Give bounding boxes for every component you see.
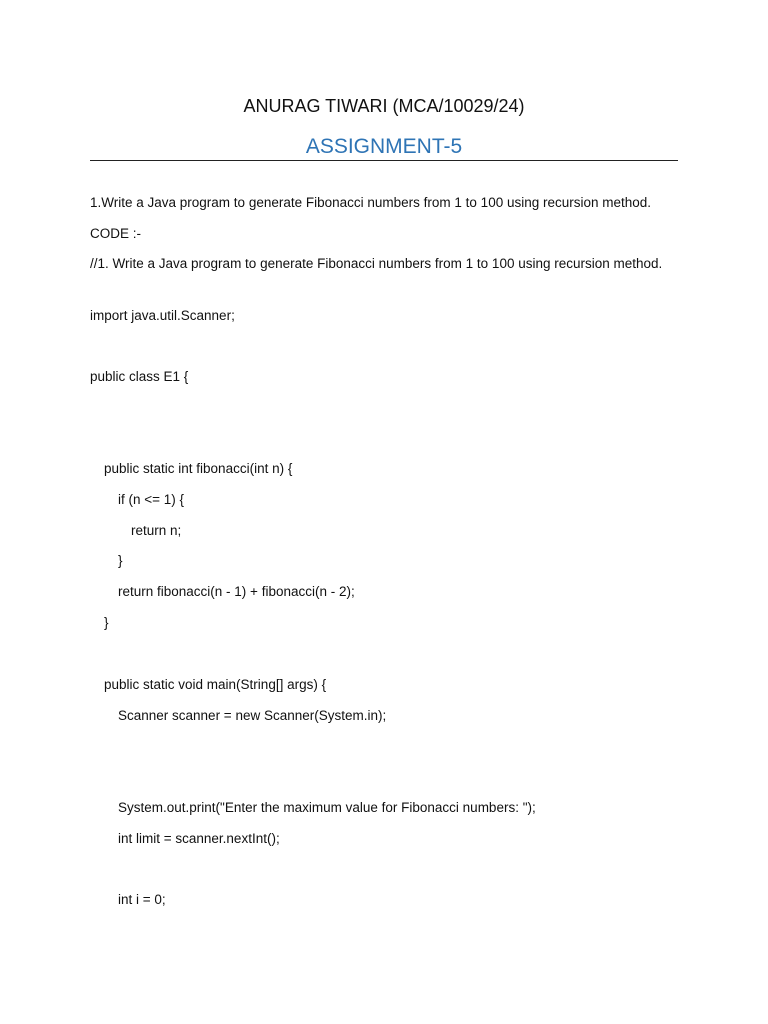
code-read-limit: int limit = scanner.nextInt(); <box>118 831 280 846</box>
code-print-prompt: System.out.print("Enter the maximum value for Fibonacci numbers: "); <box>118 800 536 815</box>
code-main-declaration: public static void main(String[] args) { <box>104 677 327 692</box>
code-import: import java.util.Scanner; <box>90 308 235 323</box>
code-scanner-init: Scanner scanner = new Scanner(System.in); <box>118 708 387 723</box>
code-comment: //1. Write a Java program to generate Fibonacci numbers from 1 to 100 using recursion method. <box>90 256 663 271</box>
assignment-title: ASSIGNMENT-5 <box>305 135 463 158</box>
code-close-if: } <box>118 553 123 568</box>
code-close-method: } <box>104 615 109 630</box>
title-divider <box>90 160 678 161</box>
code-label: CODE :- <box>90 226 142 241</box>
code-return-n: return n; <box>131 523 182 538</box>
code-if-statement: if (n <= 1) { <box>118 492 185 507</box>
code-init-i: int i = 0; <box>118 892 166 907</box>
code-fibonacci-declaration: public static int fibonacci(int n) { <box>104 461 293 476</box>
question-text: 1.Write a Java program to generate Fibonacci numbers from 1 to 100 using recursion method. <box>90 195 652 210</box>
code-return-recursive: return fibonacci(n - 1) + fibonacci(n - 2); <box>118 584 355 599</box>
author-heading: ANURAG TIWARI (MCA/10029/24) <box>243 96 525 116</box>
code-class-declaration: public class E1 { <box>90 369 189 384</box>
